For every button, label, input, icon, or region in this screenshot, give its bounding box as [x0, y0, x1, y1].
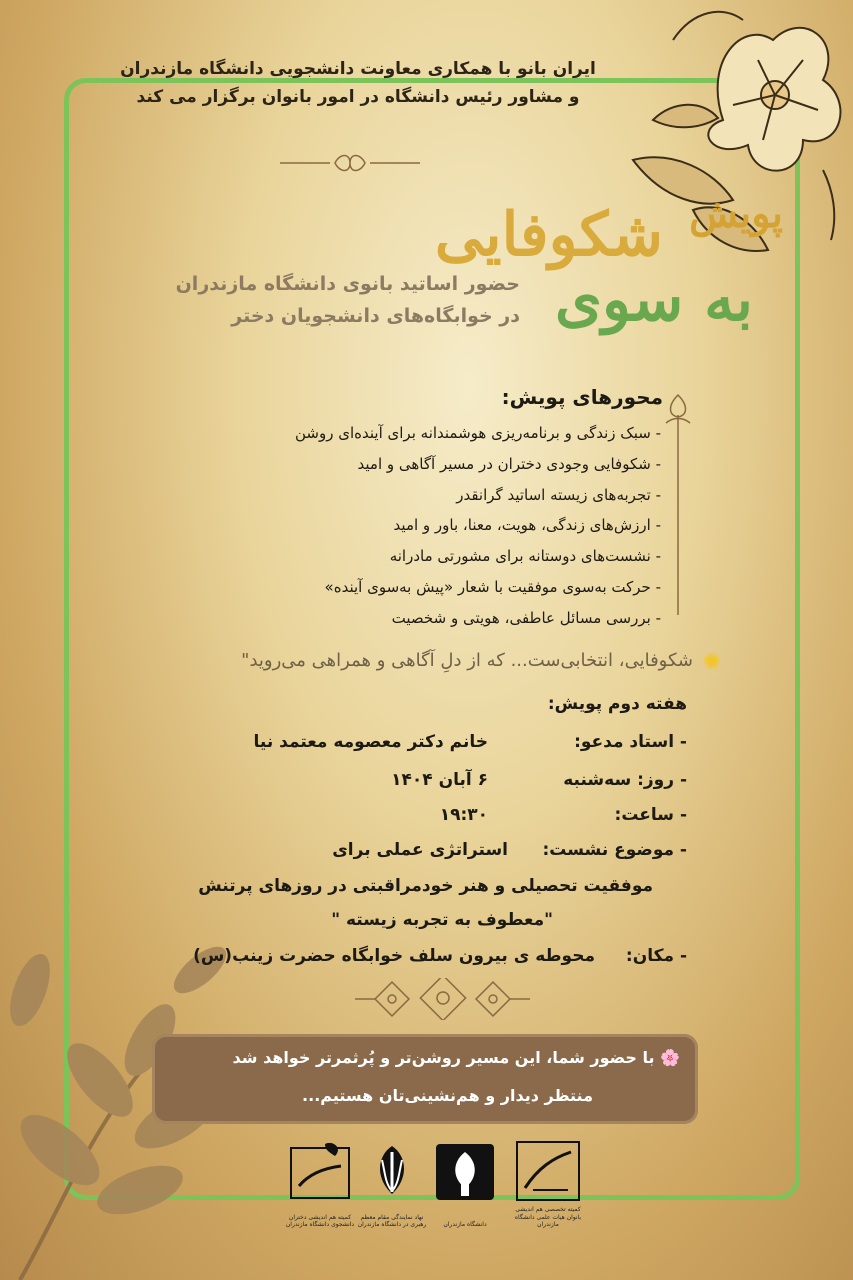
day-label: - روز: سه‌شنبه	[563, 770, 687, 790]
logo-caption: کمیته تخصصی هم اندیشی بانوان هیات علمی دانشگاه مازندران	[514, 1206, 582, 1228]
banner-line-1: با حضور شما، این مسیر روشن‌تر و پُرثمرتر خواهد شد	[232, 1048, 655, 1067]
list-item: - تجربه‌های زیسته اساتید گرانقدر	[456, 485, 661, 504]
ornament-divider-icon	[280, 148, 420, 178]
time-label: - ساعت:	[614, 805, 687, 825]
logo-caption: کمیته هم اندیشی دختران دانشجوی دانشگاه مازندران	[285, 1213, 355, 1228]
university-logo-icon	[430, 1138, 500, 1204]
side-ornament-icon	[663, 385, 693, 625]
iran-banoo-logo-icon	[513, 1138, 583, 1204]
logos-row	[285, 1138, 605, 1228]
list-item: - حرکت به‌سوی موفقیت با شعار «پیش به‌سوی آینده»	[324, 577, 661, 596]
time-value: ۱۹:۳۰	[439, 805, 488, 825]
ornament-divider-icon	[355, 978, 530, 1020]
place-label: - مکان:	[625, 946, 687, 966]
iran-emblem-icon	[357, 1138, 427, 1204]
committee-logo	[285, 1138, 355, 1228]
axes-list	[141, 418, 661, 634]
place-value: محوطه ی بیرون سلف خوابگاه حضرت زینب(س)	[193, 946, 595, 966]
list-item: - شکوفایی وجودی دختران در مسیر آگاهی و امید	[357, 454, 661, 473]
topic-value-1: استراتژی عملی برای	[332, 840, 508, 860]
committee-logo-icon	[285, 1138, 355, 1204]
title-word-shekoofaei: شکوفایی	[434, 200, 663, 270]
guest-value: خانم دکتر معصومه معتمد نیا	[253, 732, 488, 752]
logo-caption: دانشگاه مازندران	[443, 1220, 487, 1228]
organizer-header	[78, 55, 638, 111]
quote: شکوفایی، انتخابی‌ست... که از دلِ آگاهی و همراهی می‌روید"	[241, 650, 693, 671]
header-line-1: ایران بانو با همکاری معاونت دانشجویی دانشگاه مازندران	[120, 59, 596, 79]
list-item: - سبک زندگی و برنامه‌ریزی هوشمندانه برای آینده‌ای روشن	[295, 424, 661, 442]
university-logo	[430, 1138, 500, 1228]
topic-value-3: "معطوف به تجربه زیسته "	[331, 910, 553, 930]
closing-banner	[152, 1034, 698, 1124]
title-word-poyesh: پویش	[689, 190, 783, 237]
banner-line-2: منتظر دیدار و هم‌نشینی‌تان هستیم...	[302, 1086, 593, 1105]
day-value: ۶ آبان ۱۴۰۴	[391, 770, 488, 790]
list-item: - نشست‌های دوستانه برای مشورتی مادرانه	[389, 547, 661, 566]
leader-office-logo	[357, 1138, 427, 1228]
subtitle-line-1: حضور اساتید بانوی دانشگاه مازندران	[175, 273, 520, 295]
subtitle-line-2: در خوابگاه‌های دانشجویان دختر	[231, 305, 520, 328]
header-line-2: و مشاور رئیس دانشگاه در امور بانوان برگزار می کند	[136, 87, 580, 108]
week-title: هفته دوم پویش:	[547, 694, 687, 714]
subtitle	[140, 268, 520, 333]
list-item: - بررسی مسائل عاطفی، هویتی و شخصیت	[391, 608, 661, 627]
iran-banoo-logo	[513, 1138, 583, 1228]
topic-value-2: موفقیت تحصیلی و هنر خودمراقبتی در روزهای پرتنش	[198, 876, 653, 896]
sparkle-icon: ✺	[702, 650, 721, 675]
flower-emoji-icon: 🌸	[654, 1048, 680, 1067]
list-item: - ارزش‌های زندگی، هویت، معنا، باور و امید	[393, 516, 661, 535]
title-word-besoo: به سوی	[555, 265, 753, 335]
logo-caption: نهاد نمایندگی مقام معظم رهبری در دانشگاه مازندران	[357, 1213, 427, 1228]
guest-label: - استاد مدعو:	[574, 732, 687, 752]
topic-label: - موضوع نشست:	[542, 840, 687, 860]
axes-title: محورهای پویش:	[501, 385, 663, 409]
campaign-title	[413, 160, 813, 370]
